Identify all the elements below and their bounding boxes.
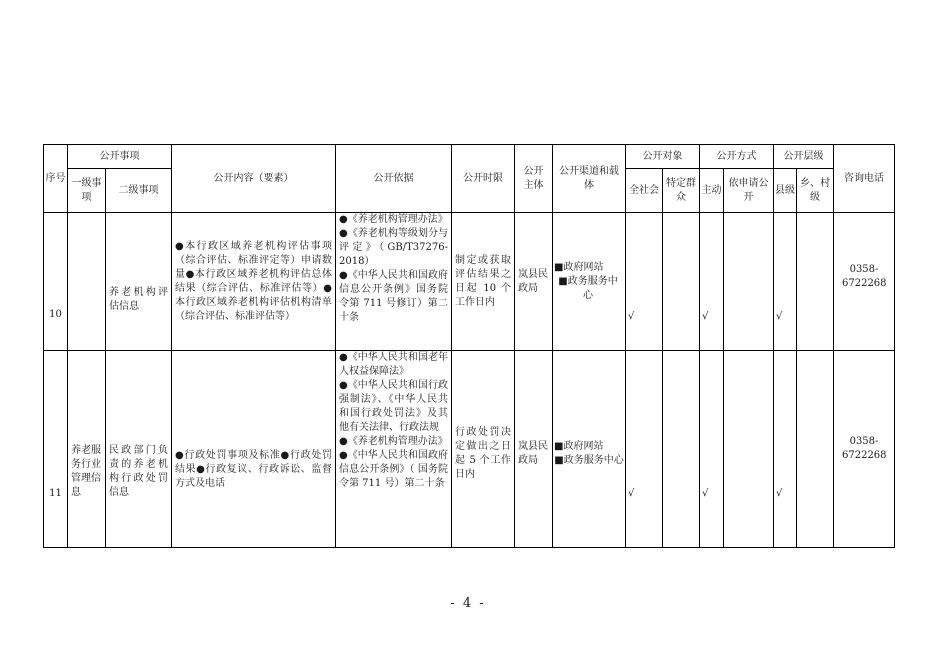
table-row: [44, 351, 895, 548]
row-level-county: [774, 213, 797, 351]
row-level1: [68, 213, 106, 351]
row-content-text: ●本行政区域养老机构评估事项（综合评估、标准评定等）申请数量●本行政区域养老机构评估总体结果（综合评估、标准评估等）●本行政区域养老机构评估机构清单（综合评估、标准评估等）: [175, 240, 332, 322]
row-mode-active: [700, 213, 724, 351]
row-mode-request: [724, 213, 774, 351]
page-number: - 4 -: [450, 596, 486, 611]
header-channel: [553, 145, 626, 213]
check-mark: √: [776, 488, 783, 499]
table-row: [44, 213, 895, 351]
header-mode-active: 主动: [700, 169, 724, 213]
row-level-town: [797, 213, 834, 351]
row-content-text: ●行政处罚事项及标准●行政处罚结果●行政复议、行政诉讼、监督方式及电话: [175, 449, 332, 489]
row-target-all: [626, 213, 663, 351]
row-subject: [515, 351, 553, 548]
header-item-group: 公开事项: [68, 145, 172, 169]
row-mode-active: [700, 351, 724, 548]
channel-item: ■政府网站: [554, 441, 604, 452]
row-time-limit-text: 制定或获取评估结果之日起 10 个工作日内: [455, 254, 511, 308]
channel-item: ■政务服务中心: [554, 455, 624, 466]
header-level1: 一级事项: [68, 169, 106, 213]
check-mark: √: [628, 488, 635, 499]
header-mode-group: 公开方式: [700, 145, 774, 169]
check-mark: √: [776, 311, 783, 322]
row-subject-text: 岚县民政局: [518, 440, 548, 466]
header-level-town: 乡、村级: [797, 169, 834, 213]
row-content: [172, 213, 336, 351]
row-level1: [68, 351, 106, 548]
header-subject: [515, 145, 553, 213]
row-level2: [106, 213, 172, 351]
header-target-all: 全社会: [626, 169, 663, 213]
row-seq: [44, 351, 68, 548]
row-channel: [553, 351, 626, 548]
channel-item: ■政府网站: [554, 261, 604, 273]
check-mark: √: [628, 311, 635, 322]
basis-item: ●《中华人民共和国老年人权益保障法》: [339, 352, 448, 377]
header-subject-text: 公开主体: [523, 165, 544, 191]
row-time-limit: [452, 351, 515, 548]
check-mark: √: [702, 311, 709, 322]
basis-item: ●《养老机构管理办法》: [339, 214, 448, 225]
header-seq: 序号: [44, 145, 68, 213]
row-channel: [553, 213, 626, 351]
row-content: [172, 351, 336, 548]
header-level-group: 公开层级: [774, 145, 834, 169]
row-phone: [834, 213, 895, 351]
row-time-limit: [452, 213, 515, 351]
row-seq-text: 10: [49, 309, 62, 320]
row-level-county: [774, 351, 797, 548]
header-level2: 二级事项: [106, 169, 172, 213]
row-level2-text: 民政部门负责的养老机构行政处罚信息: [109, 444, 168, 498]
row-target-specific: [663, 213, 700, 351]
row-phone: [834, 351, 895, 548]
row-level2: [106, 351, 172, 548]
header-row-1: [44, 145, 895, 169]
disclosure-table: [43, 144, 895, 548]
row-basis: [336, 213, 452, 351]
basis-item: ●《中华人民共和国行政强制法》、《中华人民共和国行政处罚法》及其他有关法律、行政法规: [339, 380, 448, 433]
row-basis: [336, 351, 452, 548]
header-channel-text: 公开渠道和载体: [559, 165, 619, 191]
basis-item: ●《中华人民共和国政府信息公开条例》（ 国务院令第 711 号）第二十条: [339, 450, 448, 489]
header-time-limit: 公开时限: [452, 145, 515, 213]
basis-item: ●《养老机构等级划分与评定》（GB/T37276-2018）: [339, 228, 448, 267]
header-content: 公开内容（要素）: [172, 145, 336, 213]
check-mark: √: [702, 488, 709, 499]
header-target-specific: 特定群众: [663, 169, 700, 213]
row-level-town: [797, 351, 834, 548]
header-target-group: 公开对象: [626, 145, 700, 169]
header-basis: 公开依据: [336, 145, 452, 213]
row-phone-text: 0358-6722268: [842, 264, 887, 289]
row-seq-text: 11: [49, 488, 62, 499]
header-mode-request: 依申请公开: [724, 169, 774, 213]
row-target-all: [626, 351, 663, 548]
row-subject-text: 岚县民政局: [518, 268, 548, 294]
row-seq: [44, 213, 68, 351]
row-subject: [515, 213, 553, 351]
basis-item: ●《中华人民共和国政府信息公开条例》国务院令第 711 号修订）第二十条: [339, 270, 448, 323]
channel-item: ■政务服务中心: [558, 275, 618, 301]
row-mode-request: [724, 351, 774, 548]
header-phone: 咨询电话: [834, 145, 895, 213]
basis-item: ●《养老机构管理办法》: [339, 436, 448, 447]
row-level2-text: 养老机构评估信息: [109, 287, 168, 312]
row-level1-text: 养老服务行业管理信息: [71, 444, 101, 498]
row-time-limit-text: 行政处罚决定做出之日起 5 个工作日内: [455, 426, 511, 480]
row-target-specific: [663, 351, 700, 548]
row-phone-text: 0358-6722268: [842, 436, 887, 461]
header-level-county: 县级: [774, 169, 797, 213]
